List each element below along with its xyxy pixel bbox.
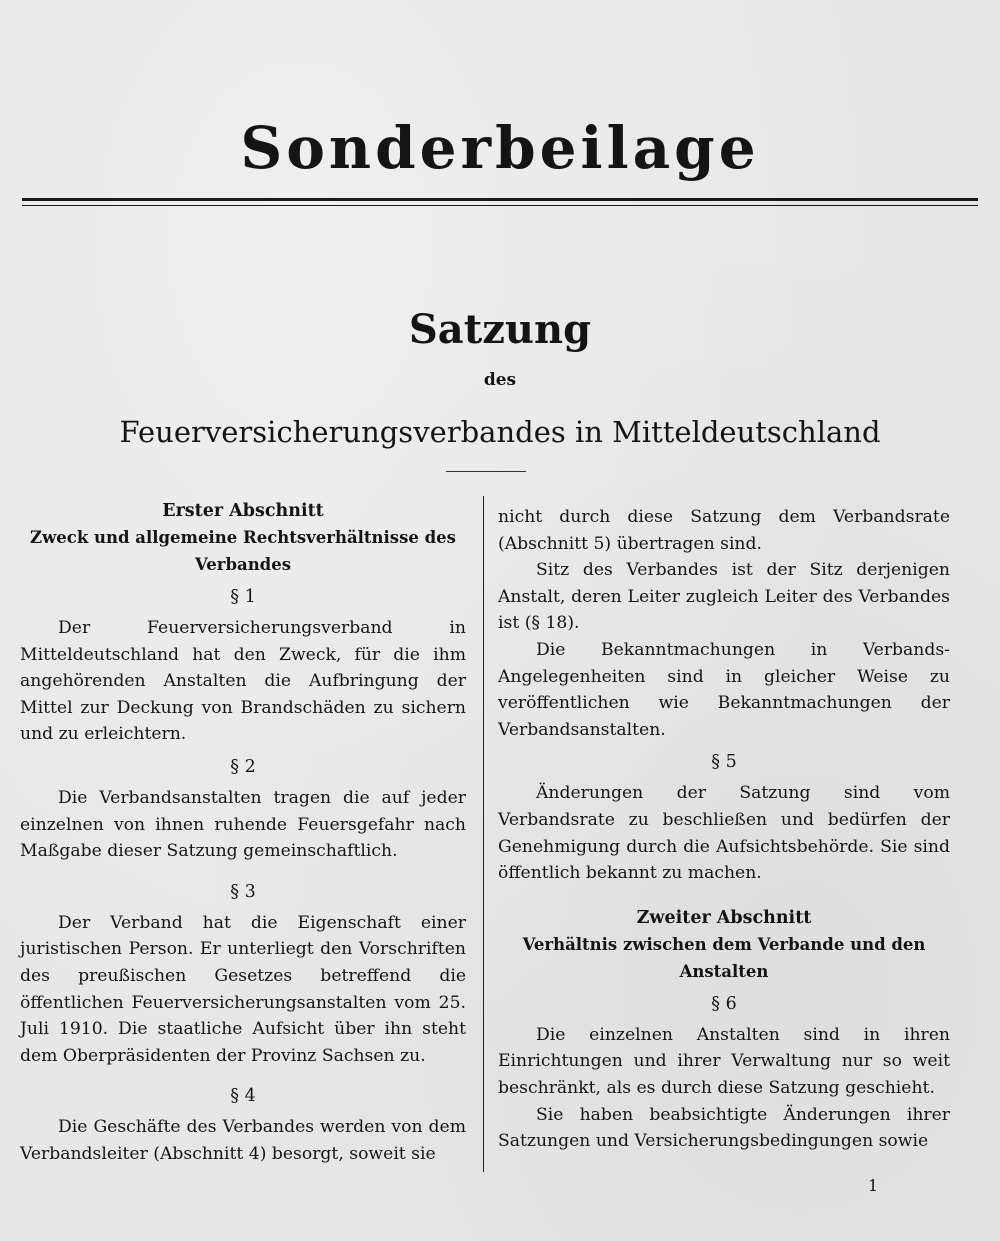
paragraph-4-number: § 4 <box>230 1086 256 1107</box>
document-subtitle: Feuerversicherungsverbandes in Mitteldeutschland <box>119 415 881 449</box>
section-2-subheading: Verhältnis zwischen dem Verbande und den Anstalten <box>522 934 926 981</box>
column-divider <box>483 496 484 1172</box>
masthead-title: Sonderbeilage <box>240 114 760 182</box>
paragraph-5-text: Änderungen der Satzung sind vom Verbandsrate zu beschließen und bedürfen der Genehmigung durch die Aufsichtsbehörde. Sie sind öffentlich bekannt zu machen. <box>498 783 950 884</box>
paragraph-4-text: Die Geschäfte des Verbandes werden von dem Verbandsleiter (Abschnitt 4) besorgt, soweit sie <box>20 1117 466 1164</box>
page-number: 1 <box>868 1176 879 1195</box>
paragraph-6-text-1: Die einzelnen Anstalten sind in ihren Einrichtungen und ihrer Verwaltung nur so weit beschränkt, als es durch diese Satzung geschieht. <box>498 1024 950 1098</box>
document-title-des: des <box>483 370 517 390</box>
masthead-rule-thick <box>22 198 978 201</box>
section-2-heading: Zweiter Abschnitt <box>636 907 812 928</box>
document-title: Satzung <box>408 306 592 353</box>
title-divider <box>446 471 526 472</box>
paragraph-6-number: § 6 <box>711 993 737 1014</box>
paragraph-1-number: § 1 <box>230 587 256 607</box>
paragraph-4-announcements: Die Bekanntmachungen in Verbands-Angelegenheiten sind in gleicher Weise zu veröffentlichen wie Bekanntmachungen der Verbandsanstalten. <box>498 639 950 740</box>
paragraph-1-text: Der Feuerversicherungsverband in Mitteldeutschland hat den Zweck, für die ihm angehörenden Anstalten die Aufbringung der Mittel zur Deckung von Brandschäden zu sichern und zu erleichtern. <box>20 618 466 745</box>
paragraph-4-continued: nicht durch diese Satzung dem Verbandsrate (Abschnitt 5) übertragen sind. <box>498 507 950 554</box>
paragraph-3-text: Der Verband hat die Eigenschaft einer juristischen Person. Er unterliegt den Vorschriften des preußischen Gesetzes betreffend die öffentlichen Feuerversicherungsanstalten vom 25. Juli 1910. Die staatliche Aufsicht über ihn steht dem Oberpräsidenten der Provinz Sachsen zu. <box>20 912 466 1066</box>
section-1-subheading: Zweck und allgemeine Rechtsverhältnisse des Verbandes <box>30 528 456 574</box>
paragraph-6-text-2: Sie haben beabsichtigte Änderungen ihrer Satzungen und Versicherungsbedingungen sowie <box>498 1104 950 1152</box>
right-column <box>498 504 950 1155</box>
paragraph-4-seat: Sitz des Verbandes ist der Sitz derjenigen Anstalt, deren Leiter zugleich Leiter des Verbandes ist (§ 18). <box>498 560 950 634</box>
paragraph-2-number: § 2 <box>230 756 256 777</box>
section-1-heading: Erster Abschnitt <box>162 501 324 521</box>
masthead-rule-thin <box>22 205 978 206</box>
paragraph-5-number: § 5 <box>711 752 737 773</box>
left-column <box>20 498 466 1168</box>
paragraph-2-text: Die Verbandsanstalten tragen die auf jeder einzelnen von ihnen ruhende Feuersgefahr nach Maßgabe dieser Satzung gemeinschaftlich. <box>20 787 466 862</box>
paragraph-3-number: § 3 <box>230 881 256 902</box>
